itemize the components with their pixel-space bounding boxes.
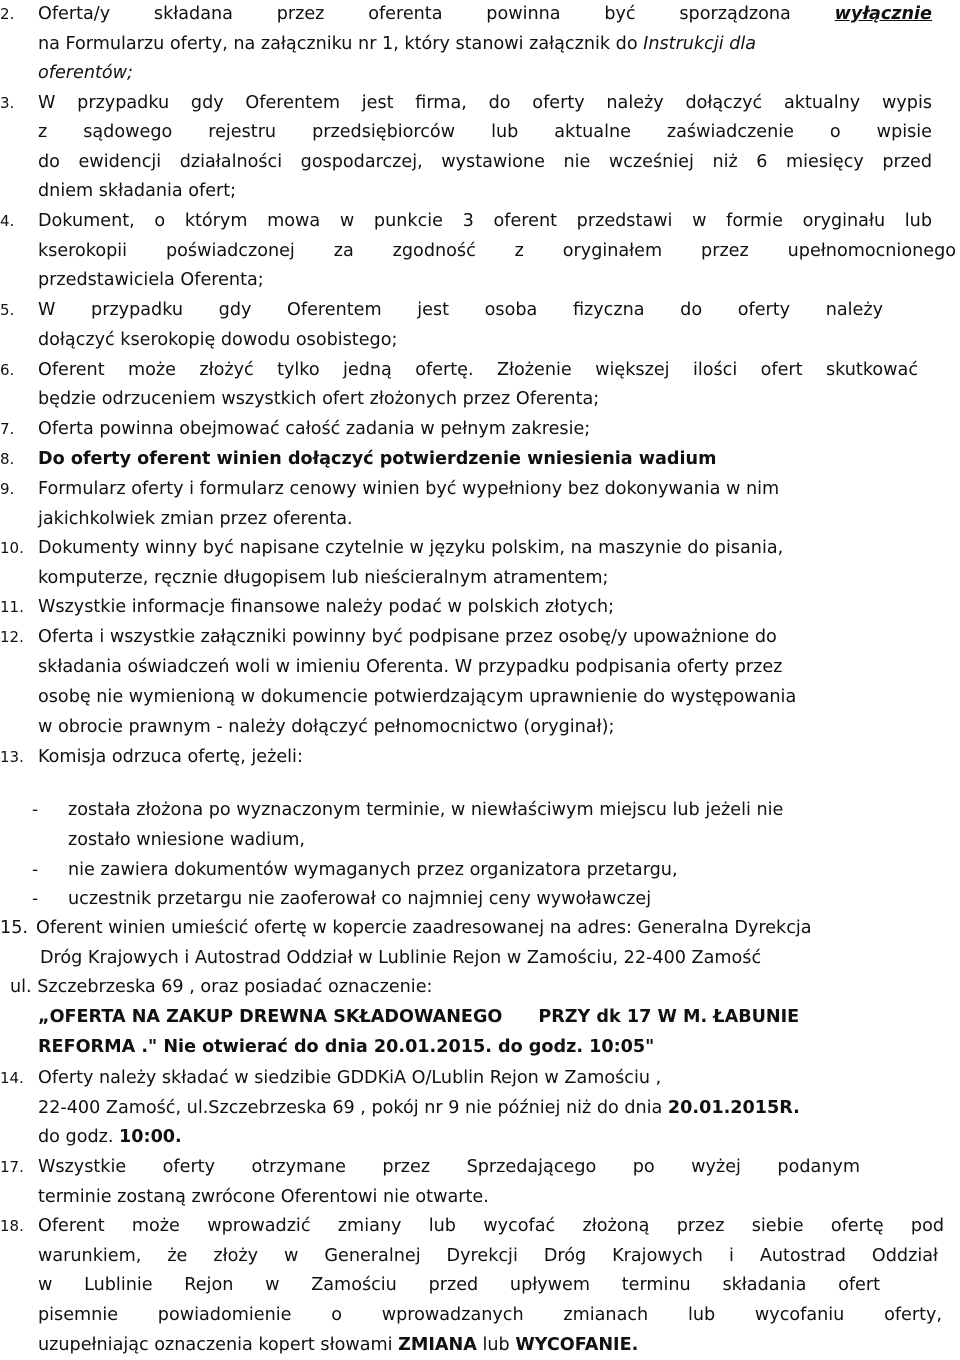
item-line: Formularz oferty i formularz cenowy winien być wypełniony bez dokonywania w nim [38,479,780,499]
item-line: składania oświadczeń woli w imieniu Oferenta. W przypadku podpisania oferty przez [38,657,783,677]
item-line: Do oferty oferent winien dołączyć potwierdzenie wniesienia wadium [38,449,717,469]
item-number: 6. [0,361,15,379]
item-line: do ewidencji działalności gospodarczej, wystawione nie wcześniej niż 6 miesięcy przed [38,152,932,172]
dash-marker: - [32,889,39,909]
item-line: Oferta i wszystkie załączniki powinny być podpisane przez osobę/y upoważnione do [38,627,777,647]
item-line: Oferent winien umieścić ofertę w kopercie zaadresowanej na adres: Generalna Dyrekcja [36,918,812,938]
item-number: 15. [0,918,28,938]
item-line: pisemnie powiadomienie o wprowadzanych zmianach lub wycofaniu oferty, [38,1305,942,1325]
item-line: Dokumenty winny być napisane czytelnie w języku polskim, na maszynie do pisania, [38,538,784,558]
item-number: 10. [0,539,24,557]
item-line: osobę nie wymienioną w dokumencie potwierdzającym uprawnienie do występowania [38,687,797,707]
dash-marker: - [32,800,39,820]
item-number: 2. [0,5,15,23]
item-number: 8. [0,450,15,468]
label-line: REFORMA ." Nie otwierać do dnia 20.01.2015. do godz. 10:05" [38,1037,655,1057]
item-line: Dróg Krajowych i Autostrad Oddział w Lublinie Rejon w Zamościu, 22-400 Zamość [40,948,762,968]
item-line: Dokument, o którym mowa w punkcie 3 oferent przedstawi w formie oryginału lub [38,211,932,231]
item-number: 11. [0,598,24,616]
item-number: 4. [0,212,15,230]
item-number: 12. [0,628,24,646]
item-line: do godz. 10:00. [38,1127,182,1147]
label-line: „OFERTA NA ZAKUP DREWNA SKŁADOWANEGO PRZY dk 17 W M. ŁABUNIE [38,1007,800,1027]
item-line: Oferta powinna obejmować całość zadania w pełnym zakresie; [38,419,591,439]
item-line: W przypadku gdy Oferentem jest firma, do oferty należy dołączyć aktualny wypis [38,93,932,113]
item-line: Oferta/y składana przez oferenta powinna być sporządzona wyłącznie [38,4,932,24]
item-line: kserokopii poświadczonej za zgodność z oryginałem przez upełnomocnionego [38,241,956,261]
item-line: terminie zostaną zwrócone Oferentowi nie otwarte. [38,1187,489,1207]
item-line: na Formularzu oferty, na załączniku nr 1, który stanowi załącznik do Instrukcji dla [38,34,757,54]
item-line: dołączyć kserokopię dowodu osobistego; [38,330,398,350]
item-line: Oferent może złożyć tylko jedną ofertę. Złożenie większej ilości ofert skutkować [38,360,918,380]
item-line: Wszystkie oferty otrzymane przez Sprzedającego po wyżej podanym [38,1157,860,1177]
item-line: Wszystkie informacje finansowe należy podać w polskich złotych; [38,597,615,617]
item-number: 13. [0,748,24,766]
item-number: 14. [0,1069,24,1087]
item-line: w Lublinie Rejon w Zamościu przed upływem terminu składania ofert [38,1275,880,1295]
dash-item-line: uczestnik przetargu nie zaoferował co najmniej ceny wywoławczej [68,889,652,909]
item-number: 5. [0,301,15,319]
item-number: 9. [0,480,15,498]
item-line: Oferent może wprowadzić zmiany lub wycofać złożoną przez siebie ofertę pod [38,1216,944,1236]
item-number: 18. [0,1217,24,1235]
dash-marker: - [32,860,39,880]
item-line: z sądowego rejestru przedsiębiorców lub aktualne zaświadczenie o wpisie [38,122,932,142]
item-line: przedstawiciela Oferenta; [38,270,264,290]
item-line: dniem składania ofert; [38,181,237,201]
item-line: oferentów; [38,63,133,83]
item-line: Oferty należy składać w siedzibie GDDKiA O/Lublin Rejon w Zamościu , [38,1068,662,1088]
dash-item-line: zostało wniesione wadium, [68,830,305,850]
item-line: jakichkolwiek zmian przez oferenta. [38,509,353,529]
item-line: w obrocie prawnym - należy dołączyć pełnomocnictwo (oryginał); [38,717,615,737]
emphasis-text: wyłącznie [834,4,932,24]
item-line: uzupełniając oznaczenia kopert słowami ZMIANA lub WYCOFANIE. [38,1335,639,1355]
item-number: 3. [0,94,15,112]
item-line: W przypadku gdy Oferentem jest osoba fizyczna do oferty należy [38,300,883,320]
item-line: warunkiem, że złoży w Generalnej Dyrekcji Dróg Krajowych i Autostrad Oddział [38,1246,938,1266]
item-number: 7. [0,420,15,438]
item-line: 22-400 Zamość, ul.Szczebrzeska 69 , pokój nr 9 nie później niż do dnia 20.01.2015R. [38,1098,800,1118]
item-line: komputerze, ręcznie długopisem lub nieścieralnym atramentem; [38,568,609,588]
dash-item-line: została złożona po wyznaczonym terminie, w niewłaściwym miejscu lub jeżeli nie [68,800,784,820]
item-line: ul. Szczebrzeska 69 , oraz posiadać oznaczenie: [10,977,433,997]
dash-item-line: nie zawiera dokumentów wymaganych przez organizatora przetargu, [68,860,678,880]
item-line: Komisja odrzuca ofertę, jeżeli: [38,747,303,767]
item-line: będzie odrzuceniem wszystkich ofert złożonych przez Oferenta; [38,389,600,409]
item-number: 17. [0,1158,24,1176]
